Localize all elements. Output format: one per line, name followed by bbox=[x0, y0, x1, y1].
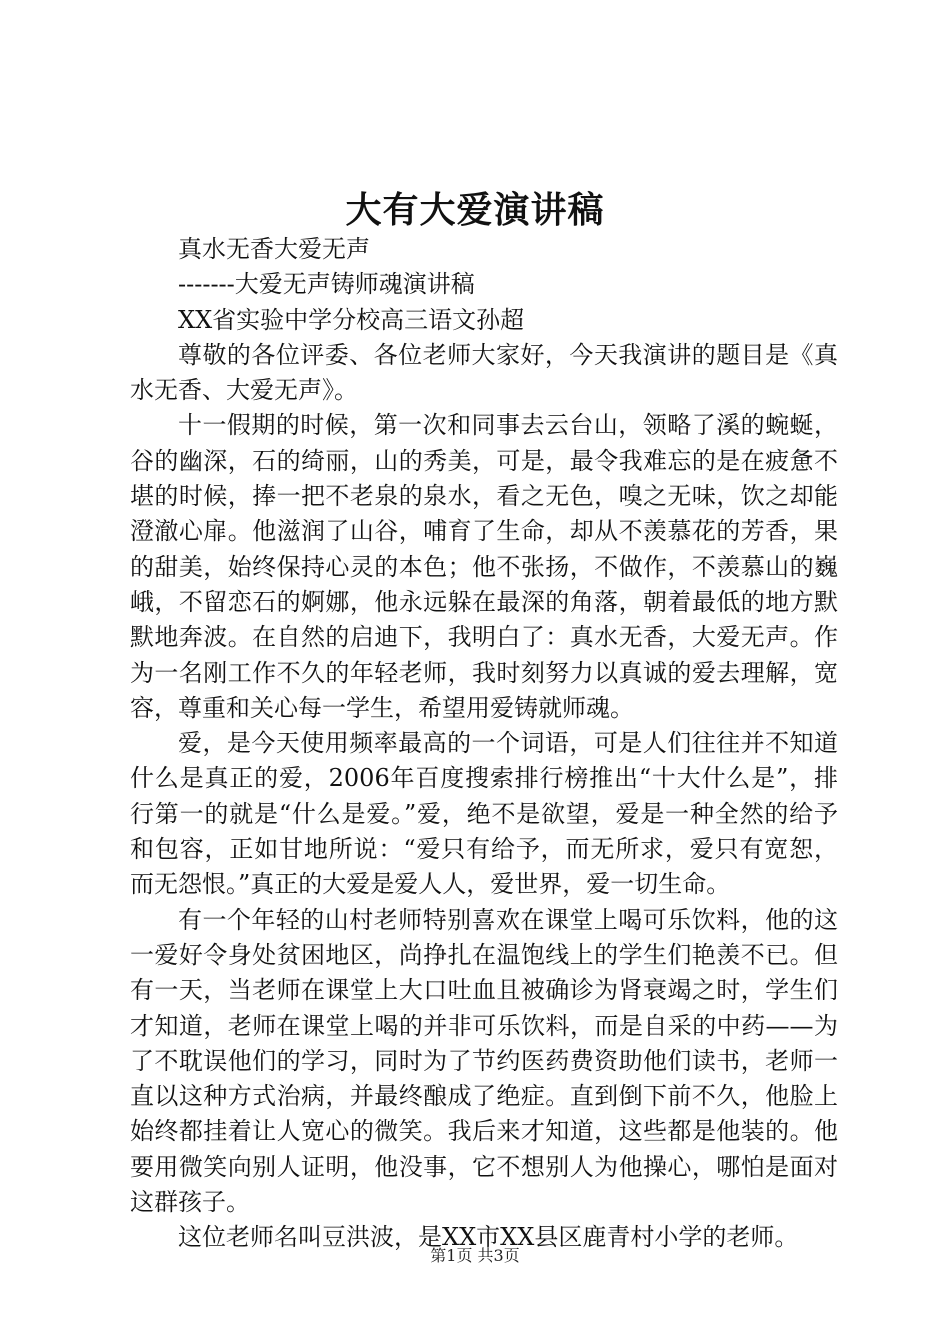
subtitle-line: -------大爱无声铸师魂演讲稿 bbox=[178, 270, 475, 299]
document-title: 大有大爱演讲稿 bbox=[345, 189, 605, 231]
body-paragraph: 十一假期的时候，第一次和同事去云台山，领略了溪的蜿蜒，谷的幽深，石的绮丽，山的秀美，可是，最令我难忘的是在疲惫不堪的时候，捧一把不老泉的泉水，看之无色，嗅之无味，饮之却能澄澈心扉。他滋润了山谷，哺育了生命，却从不羡慕花的芳香，果的甜美，始终保持心灵的本色；他不张扬，不做作，不羡慕山的巍峨，不留恋石的婀娜，他永远躲在最深的角落，朝着最低的地方默默地奔波。在自然的启迪下，我明白了：真水无香，大爱无声。作为一名刚工作不久的年轻老师，我时刻努力以真诚的爱去理解，宽容，尊重和关心每一学生，希望用爱铸就师魂。 bbox=[130, 411, 838, 722]
body-paragraph: 有一个年轻的山村老师特别喜欢在课堂上喝可乐饮料，他的这一爱好令身处贫困地区，尚挣扎在温饱线上的学生们艳羡不已。但有一天，当老师在课堂上大口吐血且被确诊为肾衰竭之时，学生们才知道，老师在课堂上喝的并非可乐饮料，而是自采的中药——为了不耽误他们的学习，同时为了节约医药费资助他们读书，老师一直以这种方式治病，并最终酿成了绝症。直到倒下前不久，他脸上始终都挂着让人宽心的微笑。我后来才知道，这些都是他装的。他要用微笑向别人证明，他没事，它不想别人为他操心，哪怕是面对这群孩子。 bbox=[130, 905, 838, 1217]
author-line: XX省实验中学分校高三语文孙超 bbox=[178, 305, 525, 334]
body-paragraph: 这位老师名叫豆洪波，是XX市XX县区鹿青村小学的老师。 bbox=[178, 1223, 799, 1252]
document-body bbox=[130, 232, 838, 1256]
body-paragraph: 爱，是今天使用频率最高的一个词语，可是人们往往并不知道什么是真正的爱，2006年百度搜索排行榜推出“十大什么是”，排行第一的就是“什么是爱。”爱，绝不是欲望，爱是一种全然的给予和包容，正如甘地所说：“爱只有给予，而无所求，爱只有宽恕，而无怨恨。”真正的大爱是爱人人，爱世界，爱一切生命。 bbox=[130, 729, 838, 899]
page-number-footer: 第1页 共3页 bbox=[430, 1246, 520, 1265]
subtitle-line: 真水无香大爱无声 bbox=[178, 235, 370, 263]
body-paragraph: 尊敬的各位评委、各位老师大家好，今天我演讲的题目是《真水无香、大爱无声》。 bbox=[130, 340, 838, 405]
